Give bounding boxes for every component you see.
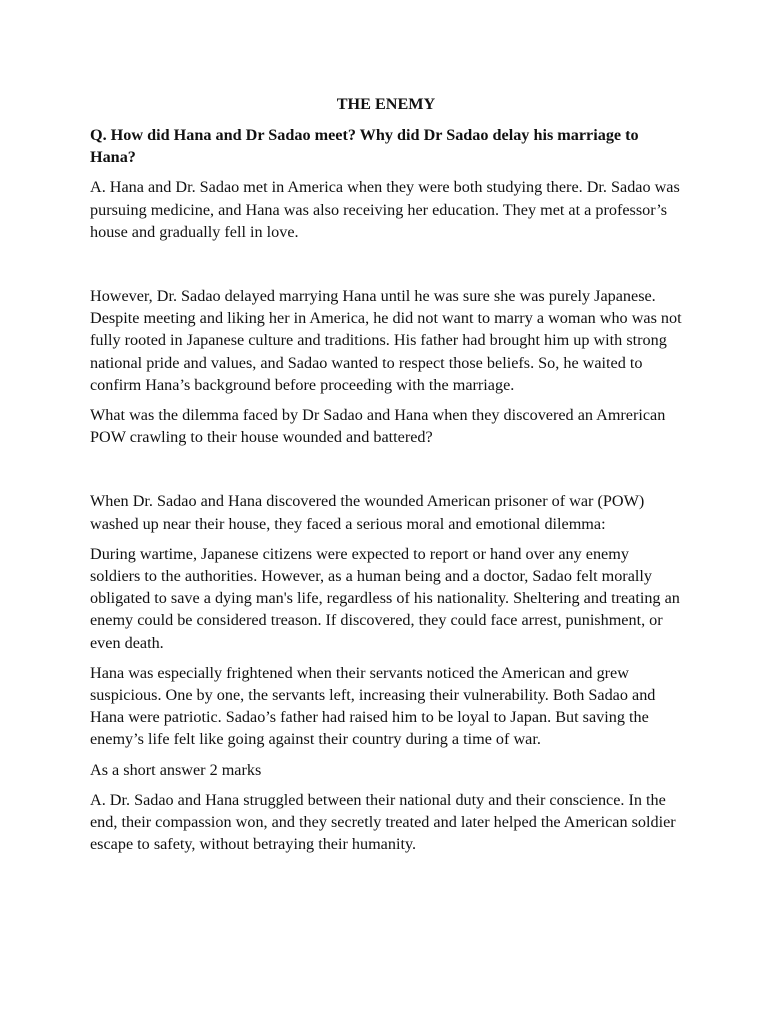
answer-2-paragraph-1: During wartime, Japanese citizens were expected to report or hand over any enemy soldiers to the authorities. However, as a human being and a doctor, Sadao felt morally obligated to save a dying man's life, regardless of his nationality. Sheltering and treating an enemy could be considered treason. If discovered, they could face arrest, punishment, or even death. bbox=[90, 544, 680, 652]
answer-2-paragraph-2: Hana was especially frightened when their servants noticed the American and grew suspicious. One by one, the servants left, increasing their vulnerability. Both Sadao and Hana were patriotic. Sadao’s father had raised him to be loyal to Japan. But saving the enemy’s life felt like going against their country during a time of war. bbox=[90, 663, 656, 749]
question-1: Q. How did Hana and Dr Sadao meet? Why did Dr Sadao delay his marriage to Hana? bbox=[90, 126, 639, 167]
answer-2-intro: When Dr. Sadao and Hana discovered the wounded American prisoner of war (POW) washed up near their house, they faced a serious moral and emotional dilemma: bbox=[90, 492, 645, 533]
document-title: THE ENEMY bbox=[336, 95, 436, 113]
question-2: What was the dilemma faced by Dr Sadao and Hana when they discovered an Amrerican POW crawling to their house wounded and battered? bbox=[90, 406, 666, 447]
short-answer-text: A. Dr. Sadao and Hana struggled between their national duty and their conscience. In the end, their compassion won, and they secretly treated and later helped the American soldier escape to safety, without betraying their humanity. bbox=[90, 790, 676, 854]
answer-1-paragraph-1: A. Hana and Dr. Sadao met in America when they were both studying there. Dr. Sadao was pursuing medicine, and Hana was also receiving her education. They met at a professor’s house and gradually fell in love. bbox=[90, 178, 680, 241]
answer-1-paragraph-2: However, Dr. Sadao delayed marrying Hana until he was sure she was purely Japanese. Despite meeting and liking her in America, he did not want to marry a woman who was not fully rooted in Japanese culture and traditions. His father had brought him up with strong national pride and values, and Sadao wanted to respect those beliefs. So, he waited to confirm Hana’s background before proceeding with the marriage. bbox=[90, 287, 682, 394]
document-page bbox=[90, 93, 682, 863]
short-answer-label: As a short answer 2 marks bbox=[90, 760, 262, 779]
